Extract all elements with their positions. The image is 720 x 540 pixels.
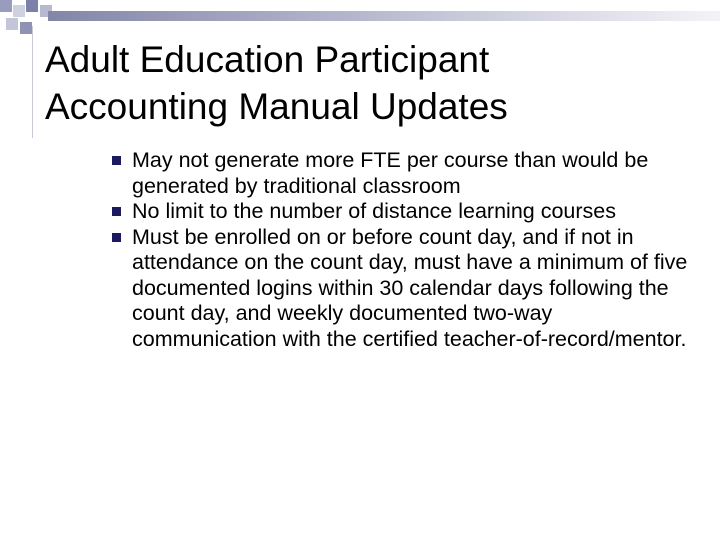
list-item [112, 199, 692, 225]
square-bullet-icon [112, 233, 121, 242]
list-item [112, 225, 692, 353]
deco-square [13, 5, 25, 17]
deco-square [6, 18, 18, 30]
bullet-list [112, 148, 692, 352]
square-bullet-icon [112, 207, 121, 216]
list-item [112, 148, 692, 199]
deco-square [0, 0, 12, 12]
deco-square [20, 22, 32, 34]
title-line: Adult Education Participant [45, 39, 490, 80]
title-divider-line [32, 26, 33, 138]
header-gradient-bar [48, 11, 720, 21]
deco-square [26, 0, 38, 12]
page-title [45, 36, 685, 130]
bullet-text: May not generate more FTE per course than would be generated by traditional classroom [132, 148, 649, 198]
title-line: Accounting Manual Updates [45, 86, 508, 127]
bullet-text: No limit to the number of distance learning courses [132, 199, 616, 223]
bullet-text: Must be enrolled on or before count day, and if not in attendance on the count day, must have a minimum of five documented logins within 30 calendar days following the count day, and weekly documented two-way communication with the certified teacher-of-record/mentor. [132, 224, 688, 351]
square-bullet-icon [112, 156, 121, 165]
